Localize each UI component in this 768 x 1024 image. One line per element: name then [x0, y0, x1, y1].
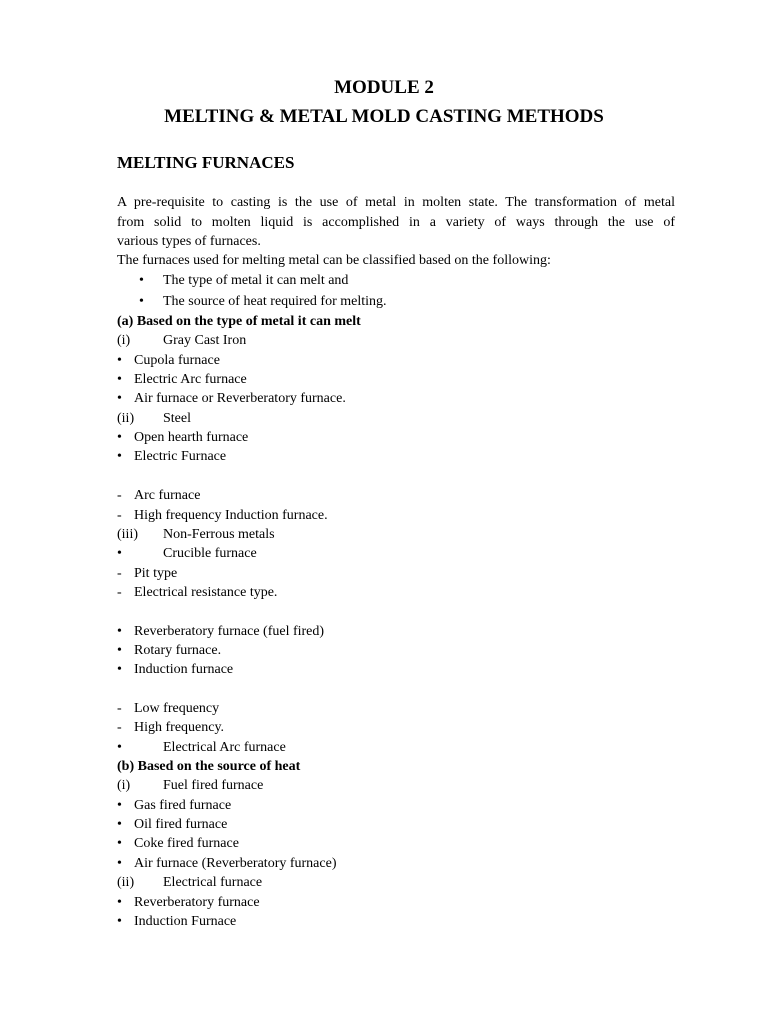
list-line	[117, 507, 328, 524]
list-marker: -	[117, 701, 122, 716]
list-line	[117, 584, 278, 601]
list-line	[117, 797, 232, 814]
list-text: Steel	[163, 410, 191, 426]
list-line	[117, 545, 257, 562]
list-line	[117, 642, 222, 659]
list-text: Induction furnace	[134, 662, 234, 678]
section-heading: MELTING FURNACES	[117, 153, 295, 172]
list-marker: •	[117, 372, 122, 388]
list-line	[117, 623, 325, 640]
list-marker: •	[117, 546, 122, 562]
list-marker: •	[117, 894, 122, 910]
list-text: Air furnace or Reverberatory furnace.	[134, 391, 346, 407]
list-line	[117, 874, 263, 891]
module-subtitle: MELTING & METAL MOLD CASTING METHODS	[164, 106, 604, 127]
list-line	[117, 719, 225, 736]
list-text: Low frequency	[134, 701, 220, 716]
list-marker: (iii)	[117, 526, 138, 542]
list-text: Air furnace (Reverberatory furnace)	[134, 855, 337, 871]
list-line	[117, 429, 249, 446]
list-text: (b) Based on the source of heat	[117, 759, 301, 775]
list-line	[117, 448, 227, 465]
list-text: Reverberatory furnace	[134, 894, 260, 910]
list-marker: •	[117, 855, 122, 871]
list-line	[117, 835, 239, 852]
list-marker: (ii)	[117, 875, 135, 891]
list-line	[117, 913, 237, 930]
list-text: Electrical resistance type.	[134, 584, 278, 600]
list-marker: -	[117, 507, 122, 523]
list-text: Electrical furnace	[163, 875, 263, 891]
bullet-mark: •	[139, 294, 144, 309]
list-marker: •	[117, 817, 122, 833]
list-text: Pit type	[134, 565, 178, 581]
classification-intro: The furnaces used for melting metal can be classified based on the following:	[117, 253, 551, 268]
list-marker: •	[117, 739, 122, 755]
module-title: MODULE 2	[334, 77, 434, 98]
list-line	[117, 526, 275, 543]
list-marker: •	[117, 642, 122, 658]
list-marker: •	[117, 449, 122, 465]
criteria-text: The type of metal it can melt and	[163, 273, 349, 288]
list-line	[117, 816, 228, 833]
list-text: Crucible furnace	[163, 546, 257, 562]
list-line	[117, 390, 346, 407]
intro-line: various types of furnaces.	[117, 234, 261, 249]
list-text: Arc furnace	[134, 488, 201, 504]
list-line	[117, 894, 260, 911]
list-marker: -	[117, 565, 122, 581]
list-marker: •	[117, 797, 122, 813]
list-line	[117, 661, 234, 678]
list-line	[117, 855, 337, 872]
criteria-item	[139, 293, 387, 310]
list-marker: •	[117, 430, 122, 446]
list-line	[117, 487, 201, 504]
list-line	[117, 565, 178, 582]
list-line	[117, 352, 220, 369]
list-text: Non-Ferrous metals	[163, 526, 275, 542]
list-marker: •	[117, 623, 122, 639]
list-marker: •	[117, 352, 122, 368]
intro-line: A pre-requisite to casting is the use of metal in molten state. The transformation of metal	[117, 195, 675, 210]
list-text: Electric Arc furnace	[134, 372, 247, 388]
intro-paragraph	[117, 193, 675, 252]
list-line	[117, 371, 247, 388]
list-line	[117, 777, 264, 794]
list-marker: •	[117, 662, 122, 678]
list-text: Cupola furnace	[134, 352, 220, 368]
list-text: Gas fired furnace	[134, 797, 232, 813]
list-line	[117, 700, 220, 717]
intro-line: from solid to molten liquid is accomplished in a variety of ways through the use of	[117, 214, 675, 230]
list-marker: -	[117, 584, 122, 600]
list-marker: (i)	[117, 333, 131, 349]
list-text: High frequency Induction furnace.	[134, 507, 328, 523]
list-marker: •	[117, 391, 122, 407]
criteria-item	[139, 272, 349, 289]
list-text: Oil fired furnace	[134, 817, 228, 833]
list-text: (a) Based on the type of metal it can melt	[117, 314, 361, 329]
list-text: Coke fired furnace	[134, 836, 239, 852]
bullet-mark: •	[139, 273, 144, 288]
list-line	[117, 332, 247, 349]
list-text: Electrical Arc furnace	[163, 739, 286, 755]
list-text: Electric Furnace	[134, 449, 227, 465]
list-text: Rotary furnace.	[134, 642, 222, 658]
list-marker: (i)	[117, 778, 131, 794]
list-text: Open hearth furnace	[134, 430, 249, 446]
list-line	[117, 739, 286, 756]
list-text: Reverberatory furnace (fuel fired)	[134, 623, 325, 639]
list-marker: •	[117, 913, 122, 929]
list-text: High frequency.	[134, 720, 225, 736]
list-marker: -	[117, 720, 122, 736]
list-marker: •	[117, 836, 122, 852]
list-text: Fuel fired furnace	[163, 778, 264, 794]
list-marker: (ii)	[117, 410, 135, 426]
list-line	[117, 410, 191, 427]
list-marker: -	[117, 488, 122, 504]
criteria-text: The source of heat required for melting.	[163, 294, 387, 309]
list-text: Gray Cast Iron	[163, 333, 247, 349]
list-text: Induction Furnace	[134, 913, 237, 929]
